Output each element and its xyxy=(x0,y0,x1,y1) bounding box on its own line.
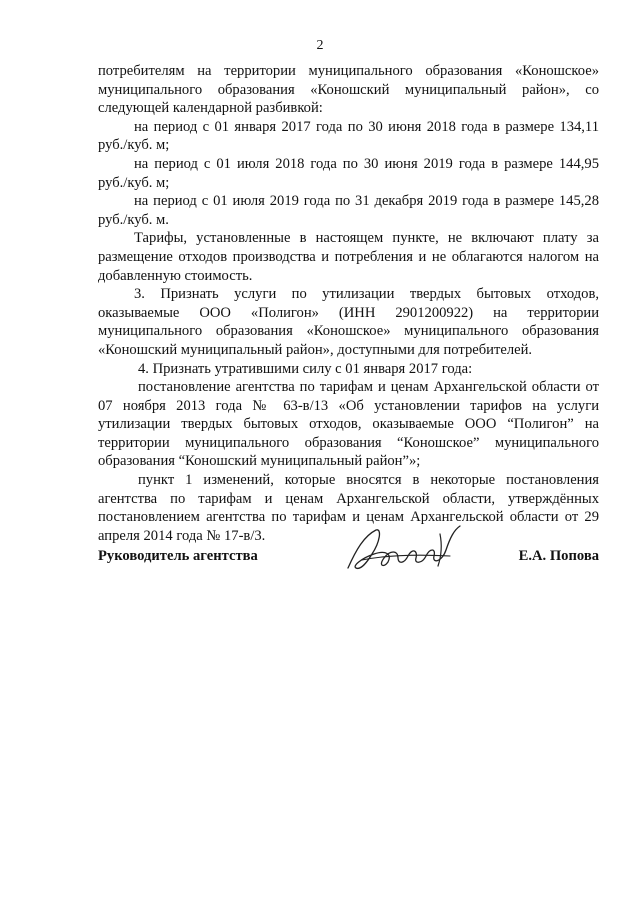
signatory-role: Руководитель агентства xyxy=(98,548,258,564)
signatory-name: Е.А. Попова xyxy=(518,548,599,564)
paragraph-repeal-1: постановление агентства по тарифам и ценам Архангельской области от 07 ноября 2013 года № 63-в/13 «Об установлении тарифов на услуги утилизации твердых бытовых отходов, оказываемые ООО “Полигон” на территории муниципального образования “Коношское” муниципального образования “Коношский муниципальный район”»; xyxy=(98,379,599,470)
paragraph-item-4: 4. Признать утратившими силу с 01 января 2017 года: xyxy=(138,360,473,377)
paragraph-intro: потребителям на территории муниципального образования «Коношское» муниципального образования «Коношский муниципальный район», со следующей календарной разбивкой: xyxy=(98,63,599,117)
paragraph-period-2: на период с 01 июля 2018 года по 30 июня 2019 года в размере 144,95 руб./куб. м; xyxy=(98,155,599,191)
paragraph-repeal-2: пункт 1 изменений, которые вносятся в некоторые постановления агентства по тарифам и ценам Архангельской области, утверждённых постановлением агентства по тарифам и ценам Архангельской области от 29 апреля 2014 года № 17-в/3. xyxy=(98,472,599,544)
paragraph-period-3: на период с 01 июля 2019 года по 31 декабря 2019 года в размере 145,28 руб./куб. м. xyxy=(98,193,599,228)
handwritten-signature xyxy=(342,520,472,580)
page-number: 2 xyxy=(316,38,324,53)
document-body xyxy=(98,62,599,545)
paragraph-period-1: на период с 01 января 2017 года по 30 июня 2018 года в размере 134,11 руб./куб. м; xyxy=(98,118,599,154)
paragraph-tariff-note: Тарифы, установленные в настоящем пункте, не включают плату за размещение отходов производства и потребления и не облагаются налогом на добавленную стоимость. xyxy=(98,230,599,284)
paragraph-item-3: 3. Признать услуги по утилизации твердых бытовых отходов, оказываемые ООО «Полигон» (ИНН 2901200922) на территории муниципального образования «Коношское» муниципального образования «Коношский муниципальный район», доступными для потребителей. xyxy=(98,286,599,358)
